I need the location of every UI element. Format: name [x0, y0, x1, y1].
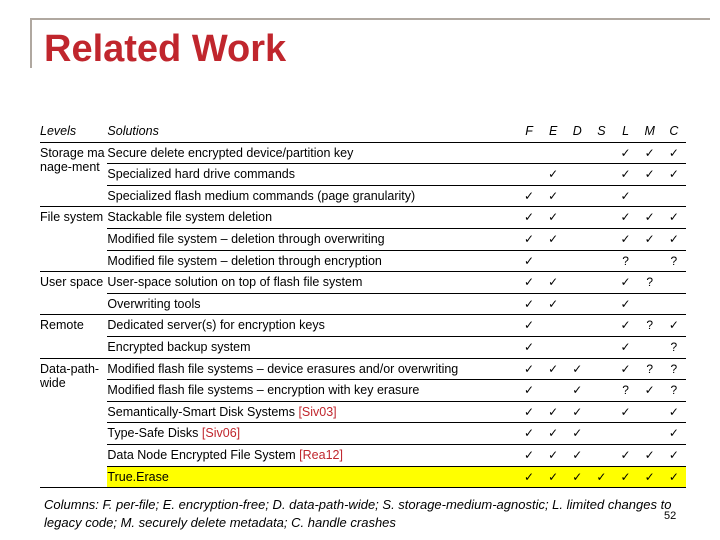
table-row	[40, 185, 686, 207]
checkmark-icon: ✓	[614, 207, 638, 229]
level-label: Remote	[40, 315, 107, 358]
table-row	[40, 401, 686, 423]
level-label: User space	[40, 272, 107, 315]
table-row	[40, 207, 686, 229]
solution-text: Overwriting tools	[107, 296, 201, 311]
solution-text: Type-Safe Disks	[107, 426, 199, 441]
checkmark-icon: ✓	[517, 358, 541, 380]
header-levels: Levels	[40, 121, 107, 142]
table-row	[40, 315, 686, 337]
checkmark-icon: ✓	[662, 423, 686, 445]
checkmark-icon: ✓	[541, 185, 565, 207]
empty-cell	[541, 336, 565, 358]
solution-name	[107, 401, 517, 423]
checkmark-icon: ✓	[541, 401, 565, 423]
question-mark: ?	[662, 358, 686, 380]
solution-name	[107, 272, 517, 294]
empty-cell	[589, 185, 613, 207]
empty-cell	[638, 401, 662, 423]
empty-cell	[589, 293, 613, 315]
checkmark-icon: ✓	[541, 272, 565, 294]
solution-text: Modified flash file systems – device erasures and/or overwriting	[107, 361, 459, 376]
checkmark-icon: ✓	[565, 401, 589, 423]
table-row	[40, 380, 686, 402]
empty-cell	[638, 336, 662, 358]
citation: [Rea12]	[299, 447, 343, 462]
solution-name	[107, 142, 517, 164]
checkmark-icon: ✓	[614, 272, 638, 294]
empty-cell	[638, 185, 662, 207]
solution-text: Modified file system – deletion through encryption	[107, 253, 382, 268]
empty-cell	[565, 164, 589, 186]
solution-text: Modified flash file systems – encryption with key erasure	[107, 383, 420, 398]
empty-cell	[589, 336, 613, 358]
question-mark: ?	[662, 250, 686, 272]
question-mark: ?	[638, 315, 662, 337]
empty-cell	[662, 185, 686, 207]
empty-cell	[541, 250, 565, 272]
empty-cell	[589, 207, 613, 229]
header-flag: S	[589, 121, 613, 142]
table-row	[40, 164, 686, 186]
empty-cell	[565, 185, 589, 207]
checkmark-icon: ✓	[614, 164, 638, 186]
header-flag: M	[638, 121, 662, 142]
checkmark-icon: ✓	[517, 423, 541, 445]
solution-name	[107, 358, 517, 380]
related-work-table	[40, 121, 686, 488]
empty-cell	[541, 380, 565, 402]
table-row	[40, 336, 686, 358]
table-row	[40, 423, 686, 445]
empty-cell	[541, 315, 565, 337]
empty-cell	[589, 380, 613, 402]
checkmark-icon: ✓	[565, 466, 589, 488]
solution-text: Encrypted backup system	[107, 339, 251, 354]
header-flag: C	[662, 121, 686, 142]
empty-cell	[589, 272, 613, 294]
empty-cell	[589, 250, 613, 272]
empty-cell	[589, 444, 613, 466]
table-row	[40, 228, 686, 250]
table-body	[40, 142, 686, 488]
checkmark-icon: ✓	[638, 228, 662, 250]
solution-name	[107, 207, 517, 229]
empty-cell	[565, 293, 589, 315]
level-label: Data-path-wide	[40, 358, 107, 488]
checkmark-icon: ✓	[614, 444, 638, 466]
slide-title: Related Work	[44, 28, 287, 70]
question-mark: ?	[638, 272, 662, 294]
checkmark-icon: ✓	[638, 380, 662, 402]
table-row	[40, 250, 686, 272]
table-row	[40, 272, 686, 294]
checkmark-icon: ✓	[614, 358, 638, 380]
empty-cell	[541, 142, 565, 164]
checkmark-icon: ✓	[565, 380, 589, 402]
solution-name	[107, 315, 517, 337]
question-mark: ?	[614, 380, 638, 402]
solution-name	[107, 466, 517, 488]
checkmark-icon: ✓	[662, 142, 686, 164]
solution-text: Dedicated server(s) for encryption keys	[107, 318, 325, 333]
checkmark-icon: ✓	[614, 142, 638, 164]
empty-cell	[589, 315, 613, 337]
checkmark-icon: ✓	[638, 444, 662, 466]
solution-text: Modified file system – deletion through overwriting	[107, 231, 385, 246]
empty-cell	[589, 142, 613, 164]
citation: [Siv03]	[298, 404, 337, 419]
table-row	[40, 358, 686, 380]
checkmark-icon: ✓	[517, 444, 541, 466]
empty-cell	[565, 315, 589, 337]
checkmark-icon: ✓	[614, 293, 638, 315]
level-label: File system	[40, 207, 107, 272]
checkmark-icon: ✓	[638, 164, 662, 186]
checkmark-icon: ✓	[662, 444, 686, 466]
empty-cell	[589, 401, 613, 423]
checkmark-icon: ✓	[662, 401, 686, 423]
empty-cell	[589, 358, 613, 380]
solution-name	[107, 164, 517, 186]
solution-name	[107, 228, 517, 250]
solution-name	[107, 185, 517, 207]
empty-cell	[589, 164, 613, 186]
empty-cell	[662, 272, 686, 294]
empty-cell	[565, 336, 589, 358]
empty-cell	[662, 293, 686, 315]
checkmark-icon: ✓	[614, 466, 638, 488]
checkmark-icon: ✓	[638, 466, 662, 488]
checkmark-icon: ✓	[517, 293, 541, 315]
table-row	[40, 466, 686, 488]
checkmark-icon: ✓	[541, 293, 565, 315]
table-row	[40, 142, 686, 164]
empty-cell	[638, 423, 662, 445]
checkmark-icon: ✓	[541, 228, 565, 250]
solution-text: Semantically-Smart Disk Systems	[107, 404, 295, 419]
level-label: Storage manage-ment	[40, 142, 107, 207]
checkmark-icon: ✓	[662, 228, 686, 250]
checkmark-icon: ✓	[614, 315, 638, 337]
checkmark-icon: ✓	[662, 466, 686, 488]
checkmark-icon: ✓	[662, 315, 686, 337]
checkmark-icon: ✓	[517, 315, 541, 337]
column-legend: Columns: F. per-file; E. encryption-free; D. data-path-wide; S. storage-medium-agnostic; L. limited changes to legacy code; M. securely delete metadata; C. handle crashes	[44, 497, 672, 530]
solution-name	[107, 444, 517, 466]
solution-name	[107, 336, 517, 358]
question-mark: ?	[638, 358, 662, 380]
checkmark-icon: ✓	[517, 207, 541, 229]
solution-name	[107, 380, 517, 402]
checkmark-icon: ✓	[517, 380, 541, 402]
empty-cell	[614, 423, 638, 445]
header-flag: D	[565, 121, 589, 142]
checkmark-icon: ✓	[517, 228, 541, 250]
checkmark-icon: ✓	[565, 423, 589, 445]
checkmark-icon: ✓	[614, 401, 638, 423]
empty-cell	[565, 142, 589, 164]
checkmark-icon: ✓	[517, 466, 541, 488]
checkmark-icon: ✓	[517, 185, 541, 207]
table-row	[40, 293, 686, 315]
empty-cell	[565, 272, 589, 294]
question-mark: ?	[662, 336, 686, 358]
checkmark-icon: ✓	[517, 401, 541, 423]
empty-cell	[517, 142, 541, 164]
checkmark-icon: ✓	[614, 185, 638, 207]
citation: [Siv06]	[201, 426, 241, 441]
header-flag: L	[614, 121, 638, 142]
empty-cell	[517, 164, 541, 186]
question-mark: ?	[662, 380, 686, 402]
checkmark-icon: ✓	[541, 358, 565, 380]
header-solutions: Solutions	[107, 121, 517, 142]
solution-text: Specialized hard drive commands	[107, 167, 295, 182]
empty-cell	[638, 250, 662, 272]
solution-text: Specialized flash medium commands (page granularity)	[107, 188, 416, 203]
checkmark-icon: ✓	[541, 466, 565, 488]
header-flag: F	[517, 121, 541, 142]
header-flag: E	[541, 121, 565, 142]
empty-cell	[638, 293, 662, 315]
solution-name	[107, 293, 517, 315]
checkmark-icon: ✓	[614, 228, 638, 250]
checkmark-icon: ✓	[541, 444, 565, 466]
checkmark-icon: ✓	[565, 444, 589, 466]
checkmark-icon: ✓	[517, 250, 541, 272]
empty-cell	[589, 228, 613, 250]
checkmark-icon: ✓	[517, 272, 541, 294]
table-header-row	[40, 121, 686, 142]
checkmark-icon: ✓	[541, 423, 565, 445]
checkmark-icon: ✓	[614, 336, 638, 358]
solution-text: Stackable file system deletion	[107, 210, 273, 225]
empty-cell	[565, 207, 589, 229]
checkmark-icon: ✓	[662, 164, 686, 186]
solution-text: Secure delete encrypted device/partition key	[107, 145, 354, 160]
table-row	[40, 444, 686, 466]
page-number: 52	[664, 510, 677, 522]
checkmark-icon: ✓	[565, 358, 589, 380]
solution-text: User-space solution on top of flash file system	[107, 275, 363, 290]
solution-name	[107, 250, 517, 272]
solution-text: Data Node Encrypted File System	[107, 447, 296, 462]
checkmark-icon: ✓	[662, 207, 686, 229]
empty-cell	[565, 228, 589, 250]
checkmark-icon: ✓	[517, 336, 541, 358]
checkmark-icon: ✓	[541, 207, 565, 229]
question-mark: ?	[614, 250, 638, 272]
checkmark-icon: ✓	[589, 466, 613, 488]
empty-cell	[565, 250, 589, 272]
solution-text: True.Erase	[107, 469, 169, 484]
checkmark-icon: ✓	[541, 164, 565, 186]
checkmark-icon: ✓	[638, 142, 662, 164]
solution-name	[107, 423, 517, 445]
empty-cell	[589, 423, 613, 445]
checkmark-icon: ✓	[638, 207, 662, 229]
